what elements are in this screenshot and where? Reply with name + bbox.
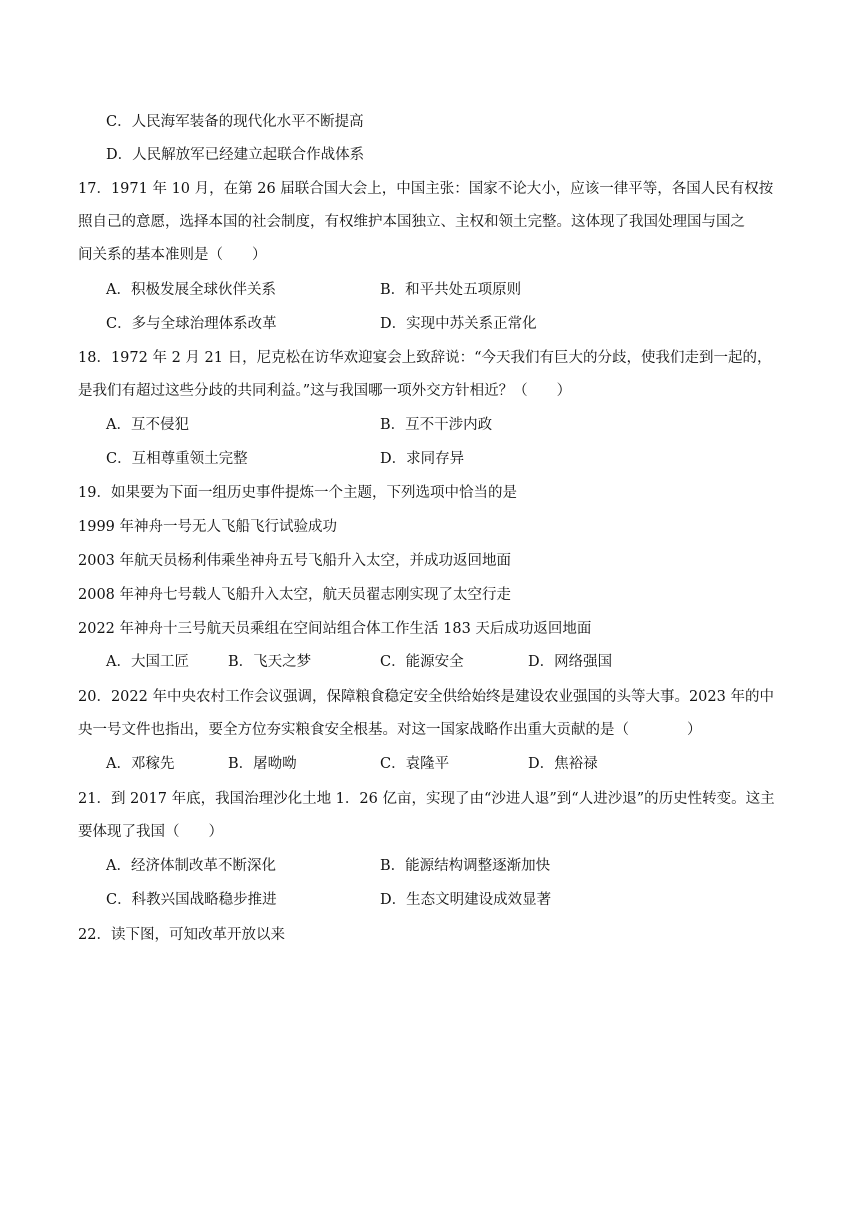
q16-option-d: D．人民解放军已经建立起联合作战体系 — [106, 147, 365, 163]
q19-option-c: C．能源安全 — [380, 654, 464, 670]
q21-option-d: D．生态文明建设成效显著 — [380, 892, 552, 908]
q19-event-2022: 2022 年神舟十三号航天员乘组在空间站组合体工作生活 183 天后成功返回地面 — [78, 621, 592, 637]
q19-event-2008: 2008 年神舟七号载人飞船升入太空，航天员翟志刚实现了太空行走 — [78, 587, 512, 603]
q18-option-a: A．互不侵犯 — [106, 417, 189, 433]
q21-option-c: C．科教兴国战略稳步推进 — [106, 892, 277, 908]
q20-option-d: D．焦裕禄 — [528, 756, 598, 772]
q20-option-c: C．袁隆平 — [380, 756, 450, 772]
q17-stem-line-1: 17．1971 年 10 月，在第 26 届联合国大会上，中国主张：国家不论大小，应该一律平等，各国人民有权按 — [78, 181, 774, 197]
q19-option-b: B．飞天之梦 — [228, 654, 312, 670]
q19-stem-line-1: 19．如果要为下面一组历史事件提炼一个主题，下列选项中恰当的是 — [78, 485, 517, 501]
q19-event-2003: 2003 年航天员杨利伟乘坐神舟五号飞船升入太空，并成功返回地面 — [78, 553, 512, 569]
q17-option-d: D．实现中苏关系正常化 — [380, 316, 537, 332]
q21-stem-line-2: 要体现了我国（ ） — [78, 824, 223, 840]
q21-stem-line-1: 21．到 2017 年底，我国治理沙化土地 1．26 亿亩，实现了由“沙进人退”到“人进沙退”的历史性转变。这主 — [78, 791, 775, 807]
q17-stem-line-2: 照自己的意愿，选择本国的社会制度，有权维护本国独立、主权和领土完整。这体现了我国处理国与国之 — [78, 214, 745, 230]
q18-stem-line-2: 是我们有超过这些分歧的共同利益。”这与我国哪一项外交方针相近？（ ） — [78, 383, 572, 399]
q19-option-a: A．大国工匠 — [106, 654, 189, 670]
q21-option-a: A．经济体制改革不断深化 — [106, 858, 276, 874]
q18-option-c: C．互相尊重领土完整 — [106, 451, 248, 467]
q21-option-b: B．能源结构调整逐渐加快 — [380, 858, 551, 874]
q19-event-1999: 1999 年神舟一号无人飞船飞行试验成功 — [78, 519, 338, 535]
q19-option-d: D．网络强国 — [528, 654, 613, 670]
q18-stem-line-1: 18．1972 年 2 月 21 日，尼克松在访华欢迎宴会上致辞说：“今天我们有巨大的分歧，使我们走到一起的， — [78, 350, 772, 366]
q20-stem-line-1: 20．2022 年中央农村工作会议强调，保障粮食稳定安全供给始终是建设农业强国的头等大事。2023 年的中 — [78, 689, 774, 705]
q20-option-a: A．邓稼先 — [106, 756, 175, 772]
q17-option-a: A．积极发展全球伙伴关系 — [106, 282, 276, 298]
q18-option-b: B．互不干涉内政 — [380, 417, 493, 433]
q22-stem-line-1: 22．读下图，可知改革开放以来 — [78, 927, 285, 943]
q17-option-b: B．和平共处五项原则 — [380, 282, 522, 298]
q20-option-b: B．屠呦呦 — [228, 756, 297, 772]
q20-stem-line-2: 央一号文件也指出，要全方位夯实粮食安全根基。对这一国家战略作出重大贡献的是（ ） — [78, 722, 702, 738]
q17-option-c: C．多与全球治理体系改革 — [106, 316, 277, 332]
q17-stem-line-3: 间关系的基本准则是（ ） — [78, 247, 267, 263]
q18-option-d: D．求同存异 — [380, 451, 465, 467]
q16-option-c: C．人民海军装备的现代化水平不断提高 — [106, 114, 364, 130]
